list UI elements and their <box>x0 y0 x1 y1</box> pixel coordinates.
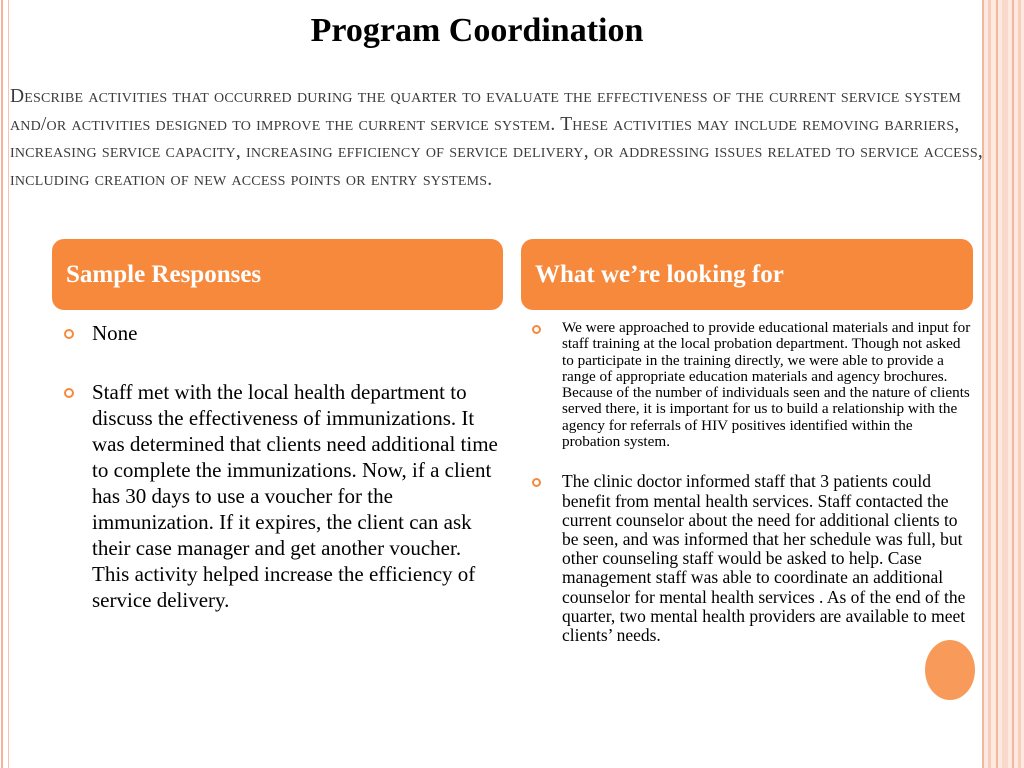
list-item-text: The clinic doctor informed staff that 3 patients could benefit from mental health services. Staff contacted the current counselor about the need for additional clients to be seen, and was informed that her schedule was full, but other counseling staff would be asked to help. Case management staff was able to coordinate an additional counselor for mental health services . As of the end of the quarter, two mental health providers are available to meet clients’ needs. <box>562 471 966 645</box>
list-item-text: None <box>92 321 138 345</box>
list-item <box>62 320 502 346</box>
bullet-icon <box>532 478 541 487</box>
list-item-text: We were approached to provide educational materials and input for staff training at the local probation department. Though not asked to participate in the training directly, we were able to provide a range of appropriate education materials and agency brochures. Because of the number of individuals seen and the nature of clients served there, it is important for us to build a relationship with the agency for referrals of HIV positives identified within the probation system. <box>562 319 971 451</box>
list-item <box>532 472 972 645</box>
sample-responses-list <box>62 320 502 613</box>
slide-subtitle: Describe activities that occurred during the quarter to evaluate the effectiveness of the current service system and/or activities designed to improve the current service system. These activities may include removing barriers, increasing service capacity, increasing efficiency of service delivery, or addressing issues related to service access, including creation of new access points or entry systems. <box>10 86 983 190</box>
bullet-icon <box>532 325 541 334</box>
list-item <box>532 320 972 450</box>
bullet-icon <box>64 388 74 398</box>
looking-for-header: What we’re looking for <box>521 239 973 310</box>
list-item-text: Staff met with the local health department to discuss the effectiveness of immunizations. It was determined that clients need additional time to complete the immunizations. Now, if a client has 30 days to use a voucher for the immunization. If it expires, the client can ask their case manager and get another voucher. This activity helped increase the efficiency of service delivery. <box>92 380 498 612</box>
sample-responses-header: Sample Responses <box>52 239 503 310</box>
left-border-line <box>1 0 3 768</box>
list-item <box>62 379 502 613</box>
slide-title: Program Coordination <box>310 12 644 49</box>
left-border-line-inner <box>8 0 9 768</box>
decorative-circle <box>925 640 975 700</box>
bullet-icon <box>64 329 74 339</box>
looking-for-list <box>532 320 972 645</box>
